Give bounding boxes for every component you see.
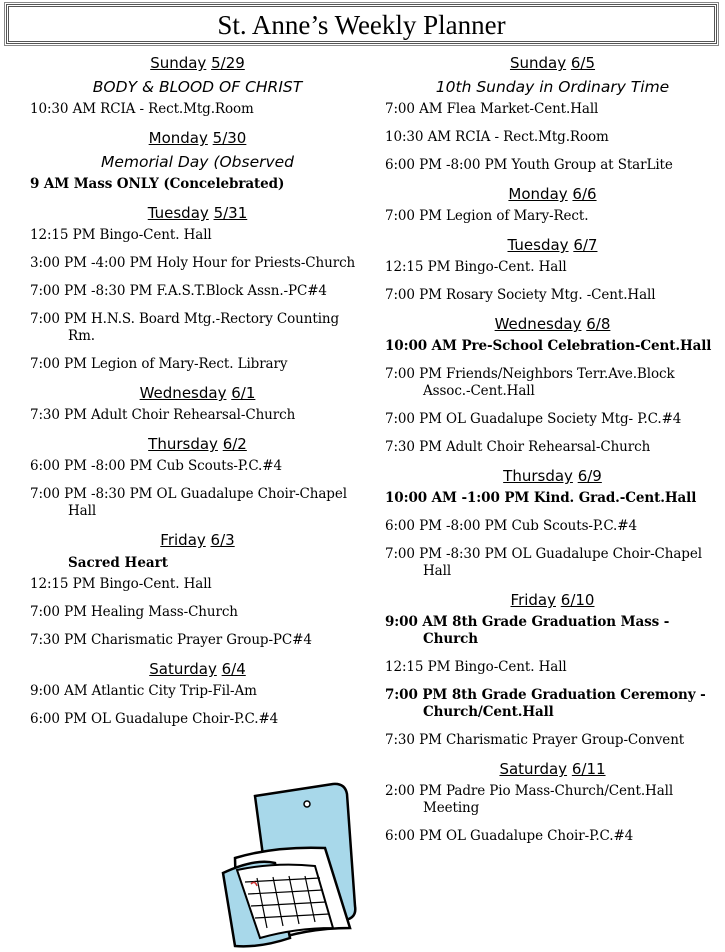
- planner-title-box: [6, 4, 717, 44]
- page-title: St. Anne’s Weekly Planner: [217, 10, 506, 40]
- event-item: 7:30 PM Adult Choir Rehearsal-Church: [385, 439, 651, 455]
- event-item: 7:00 AM Flea Market-Cent.Hall: [385, 101, 599, 117]
- day-heading: [385, 760, 720, 779]
- day-name: Friday: [510, 591, 556, 609]
- event-item: 7:30 PM Charismatic Prayer Group-PC#4: [30, 632, 312, 648]
- day-name: Monday: [148, 129, 208, 147]
- event-item: 9:00 AM 8th Grade Graduation Mass -Church: [385, 614, 670, 647]
- day-heading: [30, 384, 365, 403]
- right-column: [385, 52, 720, 856]
- event-item: 7:00 PM Friends/Neighbors Terr.Ave.Block Assoc.-Cent.Hall: [385, 366, 675, 399]
- day-date: 5/30: [212, 129, 247, 147]
- feast-title: Sacred Heart: [68, 555, 168, 571]
- event-item: 7:00 PM -8:30 PM OL Guadalupe Choir-Chapel Hall: [30, 486, 347, 519]
- day-date: 6/8: [586, 315, 611, 333]
- event-item: 12:15 PM Bingo-Cent. Hall: [30, 227, 212, 243]
- day-heading: [30, 660, 365, 679]
- day-date: 5/31: [213, 204, 248, 222]
- day-date: 6/7: [573, 236, 598, 254]
- day-name: Friday: [160, 531, 206, 549]
- day-date: 6/4: [221, 660, 246, 678]
- day-date: 6/5: [570, 54, 596, 72]
- event-item: 6:00 PM -8:00 PM Cub Scouts-P.C.#4: [30, 458, 282, 474]
- day-name: Tuesday: [507, 236, 569, 254]
- feast-title: 10th Sunday in Ordinary Time: [435, 78, 670, 96]
- day-name: Monday: [508, 185, 568, 203]
- day-heading: [30, 531, 365, 550]
- day-heading: [385, 185, 720, 204]
- day-heading: [30, 435, 365, 454]
- feast-title: Memorial Day (Observed: [100, 153, 295, 171]
- day-name: Tuesday: [147, 204, 209, 222]
- event-item: 7:00 PM -8:30 PM OL Guadalupe Choir-Chapel Hall: [385, 546, 702, 579]
- day-date: 6/9: [577, 467, 602, 485]
- event-item: 7:00 PM Rosary Society Mtg. -Cent.Hall: [385, 287, 656, 303]
- event-item: 7:30 PM Charismatic Prayer Group-Convent: [385, 732, 685, 748]
- day-name: Saturday: [149, 660, 217, 678]
- event-item: 10:00 AM Pre-School Celebration-Cent.Hall: [385, 338, 712, 354]
- event-item: 7:00 PM -8:30 PM F.A.S.T.Block Assn.-PC#4: [30, 283, 327, 299]
- day-date: 6/11: [571, 760, 606, 778]
- event-item: 10:30 AM RCIA - Rect.Mtg.Room: [385, 129, 609, 145]
- event-item: 7:00 PM H.N.S. Board Mtg.-Rectory Counting Rm.: [30, 311, 340, 344]
- day-heading: [30, 54, 365, 73]
- day-name: Wednesday: [494, 315, 582, 333]
- event-item: 2:00 PM Padre Pio Mass-Church/Cent.Hall Meeting: [385, 783, 674, 816]
- event-item: 12:15 PM Bingo-Cent. Hall: [30, 576, 212, 592]
- day-heading: [385, 315, 720, 334]
- day-name: Thursday: [148, 435, 218, 453]
- day-date: 6/3: [210, 531, 235, 549]
- day-name: Sunday: [150, 54, 207, 72]
- event-item: 7:00 PM 8th Grade Graduation Ceremony -Church/Cent.Hall: [385, 687, 706, 720]
- day-date: 6/6: [572, 185, 597, 203]
- day-name: Sunday: [509, 54, 567, 72]
- day-heading: [30, 129, 365, 148]
- day-heading: [385, 591, 720, 610]
- event-item: 9:00 AM Atlantic City Trip-Fil-Am: [30, 683, 257, 699]
- event-item: 6:00 PM -8:00 PM Cub Scouts-P.C.#4: [385, 518, 637, 534]
- event-item: 6:00 PM OL Guadalupe Choir-P.C.#4: [30, 711, 279, 727]
- event-item: 6:00 PM OL Guadalupe Choir-P.C.#4: [385, 828, 634, 844]
- day-name: Thursday: [503, 467, 573, 485]
- event-item: 10:00 AM -1:00 PM Kind. Grad.-Cent.Hall: [385, 490, 697, 506]
- day-heading: [385, 467, 720, 486]
- event-item: 10:30 AM RCIA - Rect.Mtg.Room: [30, 101, 254, 117]
- day-date: 5/29: [211, 54, 245, 72]
- event-item: 6:00 PM -8:00 PM Youth Group at StarLite: [385, 157, 673, 173]
- event-item: 7:00 PM Legion of Mary-Rect.: [385, 208, 589, 224]
- day-name: Saturday: [499, 760, 568, 778]
- left-column: [30, 52, 365, 739]
- feast-title: BODY & BLOOD OF CHRIST: [92, 78, 303, 96]
- event-item: 9 AM Mass ONLY (Concelebrated): [30, 176, 285, 192]
- event-item: 7:00 PM Healing Mass-Church: [30, 604, 238, 620]
- event-item: 12:15 PM Bingo-Cent. Hall: [385, 259, 567, 275]
- day-heading: [385, 54, 720, 73]
- day-heading: [385, 236, 720, 255]
- event-item: 7:00 PM Legion of Mary-Rect. Library: [30, 356, 288, 372]
- day-heading: [30, 204, 365, 223]
- event-item: 7:30 PM Adult Choir Rehearsal-Church: [30, 407, 296, 423]
- day-date: 6/10: [560, 591, 595, 609]
- day-name: Wednesday: [139, 384, 227, 402]
- calendar-clipart-icon: [215, 778, 365, 948]
- event-item: 7:00 PM OL Guadalupe Society Mtg- P.C.#4: [385, 411, 682, 427]
- day-date: 6/2: [222, 435, 247, 453]
- event-item: 12:15 PM Bingo-Cent. Hall: [385, 659, 567, 675]
- event-item: 3:00 PM -4:00 PM Holy Hour for Priests-Church: [30, 255, 356, 271]
- day-date: 6/1: [231, 384, 256, 402]
